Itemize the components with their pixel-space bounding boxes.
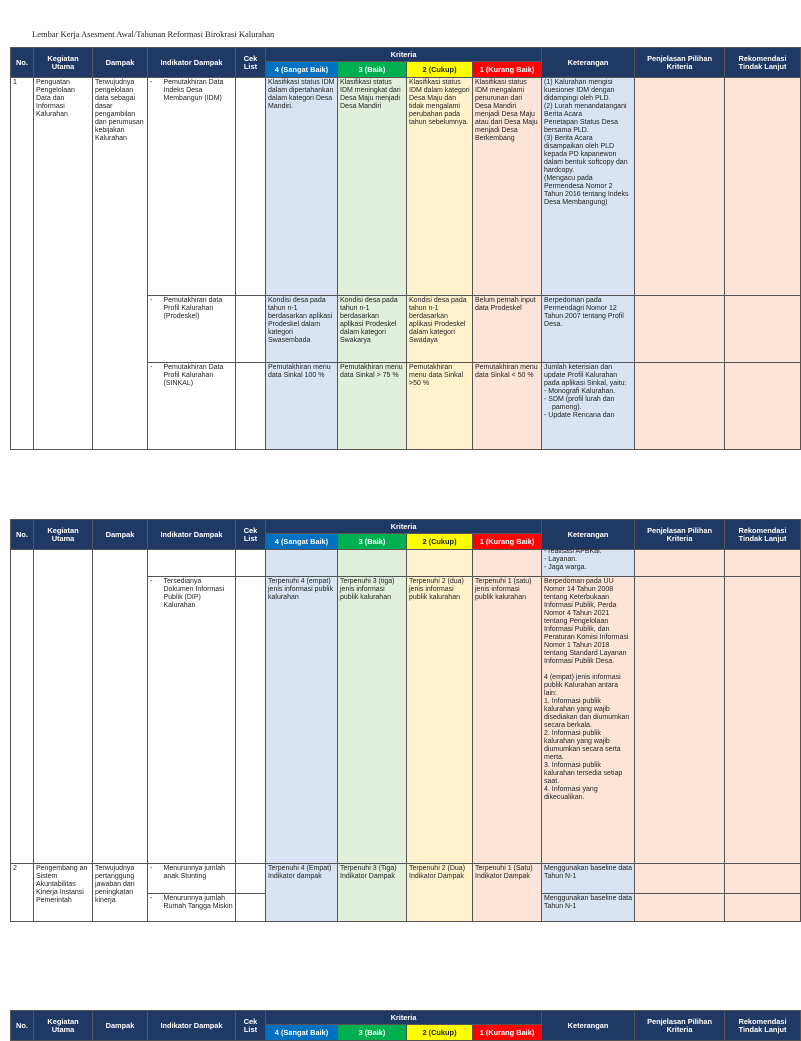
header-penjelasan: Penjelasan Pilihan Kriteria bbox=[635, 520, 725, 550]
header-k2: 2 (Cukup) bbox=[407, 1025, 473, 1041]
cell-cek-list[interactable] bbox=[236, 550, 266, 577]
cell-k3: Terpenuhi 3 (tiga) jenis informasi publik kalurahan bbox=[338, 577, 407, 864]
list-item: - Layanan. bbox=[552, 556, 632, 564]
cell-bullet: - bbox=[148, 363, 162, 450]
cell-kegiatan: Pengembang an Sistem Akuntabilitas Kinerja Instansi Pemerintah bbox=[34, 864, 93, 922]
worksheet-table-3 bbox=[10, 1010, 800, 1041]
header-k3: 3 (Baik) bbox=[338, 1025, 407, 1041]
header-rekomendasi: Rekomendasi Tindak Lanjut bbox=[725, 48, 801, 78]
cell-rekomendasi[interactable] bbox=[725, 78, 801, 296]
cell-k1 bbox=[473, 550, 542, 577]
cell-cek-list[interactable] bbox=[236, 864, 266, 894]
header-indikator: Indikator Dampak bbox=[148, 520, 236, 550]
cell-indikator bbox=[162, 550, 236, 577]
list-item-text: realisasi APBKal. bbox=[548, 548, 602, 555]
cell-bullet: - bbox=[148, 864, 162, 894]
header-k1: 1 (Kurang Baik) bbox=[473, 1025, 542, 1041]
header-k1: 1 (Kurang Baik) bbox=[473, 62, 542, 78]
header-rekomendasi: Rekomendasi Tindak Lanjut bbox=[725, 520, 801, 550]
table-row bbox=[11, 550, 801, 577]
cell-cek-list[interactable] bbox=[236, 363, 266, 450]
cell-rekomendasi[interactable] bbox=[725, 864, 801, 894]
header-k2: 2 (Cukup) bbox=[407, 62, 473, 78]
header-cek-list: Cek List bbox=[236, 48, 266, 78]
cell-keterangan bbox=[542, 363, 635, 450]
cell-no: 1 bbox=[11, 78, 34, 450]
header-penjelasan: Penjelasan Pilihan Kriteria bbox=[635, 48, 725, 78]
cell-kegiatan: Penguatan Pengelolaan Data dan Informasi Kalurahan bbox=[34, 78, 93, 450]
cell-k4: Terpenuhi 4 (empat) jenis informasi publik kalurahan bbox=[266, 577, 338, 864]
cell-no bbox=[11, 550, 34, 864]
cell-rekomendasi[interactable] bbox=[725, 550, 801, 577]
cell-k1: Pemutakhiran menu data Sinkal < 50 % bbox=[473, 363, 542, 450]
header-keterangan: Keterangan bbox=[542, 520, 635, 550]
header-kriteria: Kriteria bbox=[266, 48, 542, 62]
cell-k1: Terpenuhi 1 (Satu) Indikator Dampak bbox=[473, 864, 542, 922]
header-kriteria: Kriteria bbox=[266, 520, 542, 534]
cell-k1: Belum pernah input data Prodeskel bbox=[473, 296, 542, 363]
cell-keterangan: Menggunakan baseline data Tahun N-1 bbox=[542, 894, 635, 922]
worksheet-table-2 bbox=[10, 519, 800, 922]
cell-keterangan: Menggunakan baseline data Tahun N-1 bbox=[542, 864, 635, 894]
cell-cek-list[interactable] bbox=[236, 894, 266, 922]
header-penjelasan: Penjelasan Pilihan Kriteria bbox=[635, 1011, 725, 1041]
cell-dampak: Terwujudnya pertanggung jawaban dan peningkatan kinerja bbox=[93, 864, 148, 922]
cell-indikator: Pemutakhiran Data Indeks Desa Membangun (IDM) bbox=[162, 78, 236, 296]
table-row bbox=[11, 864, 801, 894]
cell-k4: Klasifikasi status IDM dalam dipertahankan dalam kategori Desa Mandiri. bbox=[266, 78, 338, 296]
cell-penjelasan[interactable] bbox=[635, 78, 725, 296]
header-kegiatan: Kegiatan Utama bbox=[34, 520, 93, 550]
cell-bullet: - bbox=[148, 894, 162, 922]
cell-keterangan: Berpedoman pada UU Nomor 14 Tahun 2008 tentang Keterbukaan Informasi Publik, Perda Nomor 4 Tahun 2021 tentang Pengelolaan Informasi Publik, dan Peraturan Komisi Informasi Nomor 1 Tahun 2018 tentang Standard Layanan Informasi Publik Desa. 4 (empat) jenis informasi publik Kalurahan antara lain: 1. Informasi publik kalurahan yang wajib disediakan dan diumumkan secara berkala. 2. Informasi publik kalurahan yang wajib diumumkan secara serta merta. 3. Informasi publik kalurahan tersedia setiap saat. 4. Informasi yang dikecualikan. bbox=[542, 577, 635, 864]
cell-indikator: Pemutakhiran Data Profil Kalurahan (SINKAL) bbox=[162, 363, 236, 450]
cell-bullet: - bbox=[148, 296, 162, 363]
header-kriteria: Kriteria bbox=[266, 1011, 542, 1025]
header-k2: 2 (Cukup) bbox=[407, 534, 473, 550]
cell-k2: Pemutakhiran menu data Sinkal >50 % bbox=[407, 363, 473, 450]
cell-k4 bbox=[266, 550, 338, 577]
keterangan-list bbox=[544, 388, 632, 420]
header-no: No. bbox=[11, 520, 34, 550]
cell-k3: Terpenuhi 3 (Tiga) Indikator Dampak bbox=[338, 864, 407, 922]
header-dampak: Dampak bbox=[93, 520, 148, 550]
document-title: Lembar Kerja Asesment Awal/Tahunan Reformasi Birokrasi Kalurahan bbox=[32, 29, 275, 39]
header-k3: 3 (Baik) bbox=[338, 62, 407, 78]
cell-keterangan: (1) Kalurahan mengisi kuesioner IDM dengan didampingi oleh PLD. (2) Lurah menandatangani Berita Acara Penetapan Status Desa bersama PLD. (3) Berita Acara disampaikan oleh PLD kepada PD kapanewon dalam bentuk softcopy dan hardcopy. (Mengacu pada Permendesa Nomor 2 Tahun 2016 tentang Indeks Desa Membangung) bbox=[542, 78, 635, 296]
cell-indikator: Pemutakhiran data Profil Kalurahan (Prodeskel) bbox=[162, 296, 236, 363]
cell-bullet: - bbox=[148, 78, 162, 296]
assessment-table bbox=[10, 47, 801, 450]
header-keterangan: Keterangan bbox=[542, 1011, 635, 1041]
header-kegiatan: Kegiatan Utama bbox=[34, 1011, 93, 1041]
header-k3: 3 (Baik) bbox=[338, 534, 407, 550]
cell-indikator: Menurunnya jumlah Rumah Tangga Miskin bbox=[162, 894, 236, 922]
cell-cek-list[interactable] bbox=[236, 296, 266, 363]
cell-indikator: Menurunnya jumlah anak Stunting bbox=[162, 864, 236, 894]
cell-k4: Terpenuhi 4 (Empat) Indikator dampak bbox=[266, 864, 338, 922]
list-item: - Monografi Kalurahan. bbox=[552, 388, 632, 396]
header-k4: 4 (Sangat Baik) bbox=[266, 62, 338, 78]
cell-cek-list[interactable] bbox=[236, 577, 266, 864]
cell-k2: Klasifikasi status IDM dalam kategori Desa Maju dan tidak mengalami perubahan pada tahun sebelumnya. bbox=[407, 78, 473, 296]
cell-k2: Terpenuhi 2 (dua) jenis informasi publik kalurahan bbox=[407, 577, 473, 864]
header-no: No. bbox=[11, 1011, 34, 1041]
assessment-table bbox=[10, 519, 801, 922]
header-kegiatan: Kegiatan Utama bbox=[34, 48, 93, 78]
list-item: - Jaga warga. bbox=[552, 564, 632, 572]
cell-penjelasan[interactable] bbox=[635, 296, 725, 363]
cell-keterangan: Berpedoman pada Permendagri Nomor 12 Tahun 2007 tentang Profil Desa. bbox=[542, 296, 635, 363]
cell-bullet bbox=[148, 550, 162, 577]
cell-k3: Klasifikasi status IDM meningkat dari Desa Maju menjadi Desa Mandiri bbox=[338, 78, 407, 296]
list-item: - SDM (profil lurah dan pamong). bbox=[552, 396, 632, 412]
cell-rekomendasi[interactable] bbox=[725, 894, 801, 922]
cell-cek-list[interactable] bbox=[236, 78, 266, 296]
cell-k3: Pemutakhiran menu data Sinkal > 75 % bbox=[338, 363, 407, 450]
cell-k2 bbox=[407, 550, 473, 577]
cell-penjelasan[interactable] bbox=[635, 363, 725, 450]
header-dampak: Dampak bbox=[93, 48, 148, 78]
cell-k4: Pemutakhiran menu data Sinkal 100 % bbox=[266, 363, 338, 450]
cell-no: 2 bbox=[11, 864, 34, 922]
header-keterangan: Keterangan bbox=[542, 48, 635, 78]
cell-k1: Klasifikasi status IDM mengalami penurunan dari Desa Mandiri menjadi Desa Maju atau dari Desa Maju menjadi Desa Berkembang bbox=[473, 78, 542, 296]
cell-k3: Kondisi desa pada tahun n-1 berdasarkan aplikasi Prodeskel dalam kategori Swakarya bbox=[338, 296, 407, 363]
header-k4: 4 (Sangat Baik) bbox=[266, 1025, 338, 1041]
cell-kegiatan bbox=[34, 550, 93, 864]
cell-keterangan bbox=[542, 550, 635, 577]
cell-rekomendasi[interactable] bbox=[725, 577, 801, 864]
header-rekomendasi: Rekomendasi Tindak Lanjut bbox=[725, 1011, 801, 1041]
cell-k2: Kondisi desa pada tahun n-1 berdasarkan aplikasi Prodeskel dalam kategori Swadaya bbox=[407, 296, 473, 363]
cell-indikator: Tersedianya Dokumen Informasi Publik (DIP) Kalurahan bbox=[162, 577, 236, 864]
cell-k1: Terpenuhi 1 (satu) jenis informasi publik kalurahan bbox=[473, 577, 542, 864]
keterangan-list bbox=[544, 548, 632, 572]
table-row bbox=[11, 78, 801, 296]
cell-k4: Kondisi desa pada tahun n-1 berdasarkan aplikasi Prodeskel dalam kategori Swasembada bbox=[266, 296, 338, 363]
header-cek-list: Cek List bbox=[236, 520, 266, 550]
header-no: No. bbox=[11, 48, 34, 78]
list-item: - Update Rencana dan bbox=[552, 412, 632, 420]
header-k1: 1 (Kurang Baik) bbox=[473, 534, 542, 550]
cell-bullet: - bbox=[148, 577, 162, 864]
cell-penjelasan[interactable] bbox=[635, 894, 725, 922]
cell-dampak bbox=[93, 550, 148, 864]
cell-rekomendasi[interactable] bbox=[725, 363, 801, 450]
cell-dampak: Terwujudnya pengelolaan data sebagai dasar pengambilan dan perumusan kebijakan Kalurahan bbox=[93, 78, 148, 450]
cell-rekomendasi[interactable] bbox=[725, 296, 801, 363]
cell-penjelasan[interactable] bbox=[635, 550, 725, 577]
header-dampak: Dampak bbox=[93, 1011, 148, 1041]
worksheet-table-1 bbox=[10, 47, 800, 450]
list-item bbox=[548, 548, 632, 556]
cell-penjelasan[interactable] bbox=[635, 577, 725, 864]
cell-k3 bbox=[338, 550, 407, 577]
header-k4: 4 (Sangat Baik) bbox=[266, 534, 338, 550]
cell-penjelasan[interactable] bbox=[635, 864, 725, 894]
header-indikator: Indikator Dampak bbox=[148, 48, 236, 78]
header-cek-list: Cek List bbox=[236, 1011, 266, 1041]
cell-k2: Terpenuhi 2 (Dua) Indikator Dampak bbox=[407, 864, 473, 922]
header-indikator: Indikator Dampak bbox=[148, 1011, 236, 1041]
assessment-table bbox=[10, 1010, 801, 1041]
keterangan-intro: Jumlah keterisian dan update Profil Kalurahan pada aplikasi Sinkal, yaitu: bbox=[544, 364, 627, 387]
